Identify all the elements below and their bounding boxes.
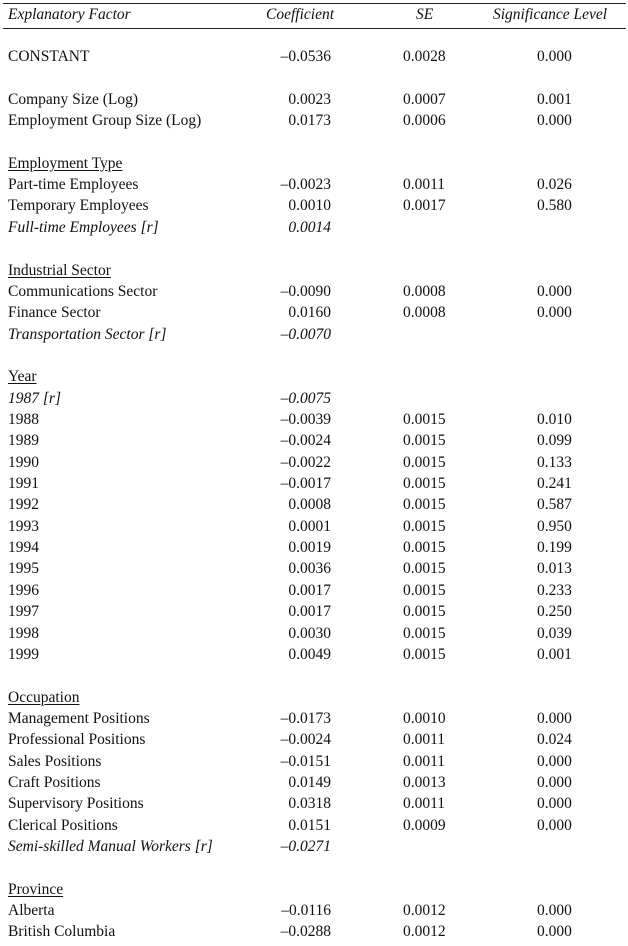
table-row bbox=[0, 580, 628, 601]
factor-cell: 1991 bbox=[8, 475, 39, 492]
table-row bbox=[0, 751, 628, 772]
significance-cell: 0.580 bbox=[537, 197, 572, 215]
table-row bbox=[0, 729, 628, 750]
factor-cell: Communications Sector bbox=[8, 282, 158, 300]
factor-cell: 1996 bbox=[8, 581, 39, 599]
coefficient-cell: –0.0173 bbox=[280, 709, 331, 727]
factor-cell: Province bbox=[8, 880, 64, 898]
header-coefficient: Coefficient bbox=[266, 6, 335, 23]
coefficient-cell: 0.0049 bbox=[288, 645, 331, 663]
reference-row bbox=[0, 217, 628, 238]
factor-cell: British Columbia bbox=[8, 923, 116, 941]
factor-cell: 1995 bbox=[8, 560, 39, 578]
table-row bbox=[0, 110, 628, 131]
header-significance-level: Significance Level bbox=[493, 6, 608, 23]
table-row bbox=[0, 558, 628, 579]
factor-cell: Employment Group Size (Log) bbox=[8, 112, 202, 129]
table-row bbox=[0, 174, 628, 195]
table-row bbox=[0, 815, 628, 836]
section-heading bbox=[0, 366, 628, 387]
coefficient-cell: –0.0271 bbox=[280, 838, 331, 855]
coefficient-cell: –0.0116 bbox=[281, 902, 331, 919]
se-cell: 0.0012 bbox=[403, 923, 446, 941]
table-row bbox=[0, 900, 628, 921]
table-row bbox=[0, 623, 628, 644]
se-cell: 0.0006 bbox=[403, 112, 446, 129]
coefficient-cell: –0.0090 bbox=[280, 282, 331, 300]
se-cell: 0.0011 bbox=[403, 795, 446, 813]
se-cell: 0.0015 bbox=[403, 453, 446, 471]
se-cell: 0.0012 bbox=[403, 902, 446, 919]
coefficient-cell: 0.0318 bbox=[288, 795, 331, 813]
significance-cell: 0.000 bbox=[537, 282, 572, 300]
factor-cell: 1999 bbox=[8, 645, 39, 663]
factor-cell: 1993 bbox=[8, 517, 39, 535]
factor-cell: 1992 bbox=[8, 496, 39, 514]
coefficient-cell: 0.0023 bbox=[288, 90, 331, 108]
se-cell: 0.0015 bbox=[403, 517, 446, 535]
coefficient-cell: –0.0070 bbox=[280, 325, 331, 343]
coefficient-cell: 0.0036 bbox=[288, 560, 331, 578]
table-row bbox=[0, 89, 628, 110]
se-cell: 0.0015 bbox=[403, 496, 446, 514]
se-cell: 0.0017 bbox=[403, 197, 446, 215]
significance-cell: 0.250 bbox=[537, 603, 572, 621]
significance-cell: 0.010 bbox=[537, 411, 572, 428]
se-cell: 0.0009 bbox=[403, 816, 446, 834]
significance-cell: 0.026 bbox=[537, 176, 572, 194]
se-cell: 0.0015 bbox=[403, 603, 446, 621]
table-row bbox=[0, 772, 628, 793]
se-cell: 0.0015 bbox=[403, 539, 446, 557]
significance-cell: 0.001 bbox=[537, 90, 572, 108]
coefficient-cell: –0.0023 bbox=[280, 176, 331, 194]
table-row bbox=[0, 644, 628, 665]
header-rule bbox=[3, 28, 626, 29]
factor-cell: 1990 bbox=[8, 453, 39, 471]
se-cell: 0.0011 bbox=[403, 731, 446, 749]
factor-cell: Alberta bbox=[8, 902, 55, 919]
factor-cell: 1987 [r] bbox=[8, 389, 61, 407]
table-row bbox=[0, 302, 628, 323]
table-row bbox=[0, 537, 628, 558]
se-cell: 0.0010 bbox=[403, 709, 446, 727]
significance-cell: 0.000 bbox=[537, 48, 572, 65]
significance-cell: 0.039 bbox=[537, 624, 572, 642]
factor-cell: Craft Positions bbox=[8, 773, 101, 791]
factor-cell: Semi-skilled Manual Workers [r] bbox=[8, 838, 213, 855]
coefficient-cell: 0.0008 bbox=[288, 496, 331, 514]
se-cell: 0.0007 bbox=[403, 90, 446, 108]
table-row bbox=[0, 708, 628, 729]
significance-cell: 0.024 bbox=[537, 731, 572, 749]
significance-cell: 0.013 bbox=[537, 560, 572, 578]
se-cell: 0.0015 bbox=[403, 645, 446, 663]
coefficient-cell: 0.0173 bbox=[288, 112, 331, 129]
factor-cell: Year bbox=[8, 368, 37, 386]
factor-cell: 1997 bbox=[8, 603, 39, 621]
significance-cell: 0.099 bbox=[537, 432, 572, 450]
section-heading bbox=[0, 879, 628, 900]
se-cell: 0.0015 bbox=[403, 475, 446, 492]
se-cell: 0.0028 bbox=[403, 48, 446, 65]
factor-cell: Employment Type bbox=[8, 154, 123, 172]
coefficient-cell: –0.0075 bbox=[280, 389, 331, 407]
coefficient-cell: 0.0019 bbox=[288, 539, 331, 557]
factor-cell: 1994 bbox=[8, 539, 39, 557]
significance-cell: 0.000 bbox=[537, 773, 572, 791]
table-row bbox=[0, 494, 628, 515]
coefficient-cell: –0.0024 bbox=[280, 731, 331, 749]
factor-cell: 1998 bbox=[8, 624, 39, 642]
table-row bbox=[0, 452, 628, 473]
se-cell: 0.0015 bbox=[403, 411, 446, 428]
coefficient-cell: 0.0030 bbox=[288, 624, 331, 642]
significance-cell: 0.950 bbox=[537, 517, 572, 535]
coefficient-cell: 0.0010 bbox=[288, 197, 331, 215]
factor-cell: Clerical Positions bbox=[8, 816, 118, 834]
factor-cell: CONSTANT bbox=[8, 48, 90, 65]
section-heading bbox=[0, 153, 628, 174]
header-se: SE bbox=[416, 6, 434, 23]
coefficient-cell: –0.0022 bbox=[280, 453, 331, 471]
factor-cell: 1989 bbox=[8, 432, 39, 450]
factor-cell: Full-time Employees [r] bbox=[8, 218, 159, 236]
factor-cell: Management Positions bbox=[8, 709, 150, 727]
factor-cell: Professional Positions bbox=[8, 731, 146, 749]
significance-cell: 0.000 bbox=[537, 816, 572, 834]
reference-row bbox=[0, 324, 628, 345]
table-row bbox=[0, 601, 628, 622]
se-cell: 0.0008 bbox=[403, 304, 446, 322]
coefficient-cell: –0.0039 bbox=[280, 411, 331, 428]
se-cell: 0.0015 bbox=[403, 581, 446, 599]
significance-cell: 0.587 bbox=[537, 496, 572, 514]
factor-cell: Sales Positions bbox=[8, 752, 102, 770]
coefficient-cell: 0.0149 bbox=[288, 773, 331, 791]
reference-row bbox=[0, 836, 628, 857]
coefficient-cell: 0.0151 bbox=[288, 816, 331, 834]
factor-cell: Industrial Sector bbox=[8, 261, 111, 279]
significance-cell: 0.133 bbox=[537, 453, 572, 471]
header-explanatory-factor: Explanatory Factor bbox=[8, 6, 131, 23]
significance-cell: 0.000 bbox=[537, 752, 572, 770]
factor-cell: Company Size (Log) bbox=[8, 90, 139, 108]
factor-cell: Temporary Employees bbox=[8, 197, 149, 215]
significance-cell: 0.000 bbox=[537, 304, 572, 322]
se-cell: 0.0011 bbox=[403, 176, 446, 194]
factor-cell: Part-time Employees bbox=[8, 176, 139, 194]
table-row bbox=[0, 281, 628, 302]
significance-cell: 0.000 bbox=[537, 709, 572, 727]
significance-cell: 0.000 bbox=[537, 902, 572, 919]
se-cell: 0.0015 bbox=[403, 624, 446, 642]
coefficient-cell: –0.0024 bbox=[280, 432, 331, 450]
table-row bbox=[0, 195, 628, 216]
coefficient-cell: 0.0017 bbox=[288, 603, 331, 621]
factor-cell: Supervisory Positions bbox=[8, 795, 144, 813]
factor-cell: Finance Sector bbox=[8, 304, 101, 322]
coefficient-cell: –0.0536 bbox=[280, 48, 331, 65]
se-cell: 0.0015 bbox=[403, 560, 446, 578]
section-heading bbox=[0, 687, 628, 708]
significance-cell: 0.241 bbox=[537, 475, 572, 492]
significance-cell: 0.233 bbox=[537, 581, 572, 599]
coefficient-cell: 0.0014 bbox=[288, 218, 331, 236]
table-row bbox=[0, 516, 628, 537]
significance-cell: 0.000 bbox=[537, 112, 572, 129]
significance-cell: 0.001 bbox=[537, 645, 572, 663]
coefficient-cell: –0.0151 bbox=[280, 752, 331, 770]
table-row bbox=[0, 921, 628, 942]
coefficient-cell: 0.0001 bbox=[288, 517, 331, 535]
table-row bbox=[0, 46, 628, 67]
reference-row bbox=[0, 388, 628, 409]
factor-cell: Occupation bbox=[8, 688, 80, 706]
factor-cell: Transportation Sector [r] bbox=[8, 325, 167, 343]
section-heading bbox=[0, 260, 628, 281]
table-row bbox=[0, 473, 628, 494]
significance-cell: 0.199 bbox=[537, 539, 572, 557]
table-row bbox=[0, 409, 628, 430]
table-row bbox=[0, 793, 628, 814]
coefficient-cell: 0.0017 bbox=[288, 581, 331, 599]
se-cell: 0.0013 bbox=[403, 773, 446, 791]
se-cell: 0.0011 bbox=[403, 752, 446, 770]
se-cell: 0.0015 bbox=[403, 432, 446, 450]
se-cell: 0.0008 bbox=[403, 282, 446, 300]
significance-cell: 0.000 bbox=[537, 795, 572, 813]
coefficient-cell: –0.0017 bbox=[280, 475, 331, 492]
factor-cell: 1988 bbox=[8, 411, 39, 428]
coefficient-cell: –0.0288 bbox=[280, 923, 331, 941]
significance-cell: 0.000 bbox=[537, 923, 572, 941]
coefficient-cell: 0.0160 bbox=[288, 304, 331, 322]
table-row bbox=[0, 430, 628, 451]
